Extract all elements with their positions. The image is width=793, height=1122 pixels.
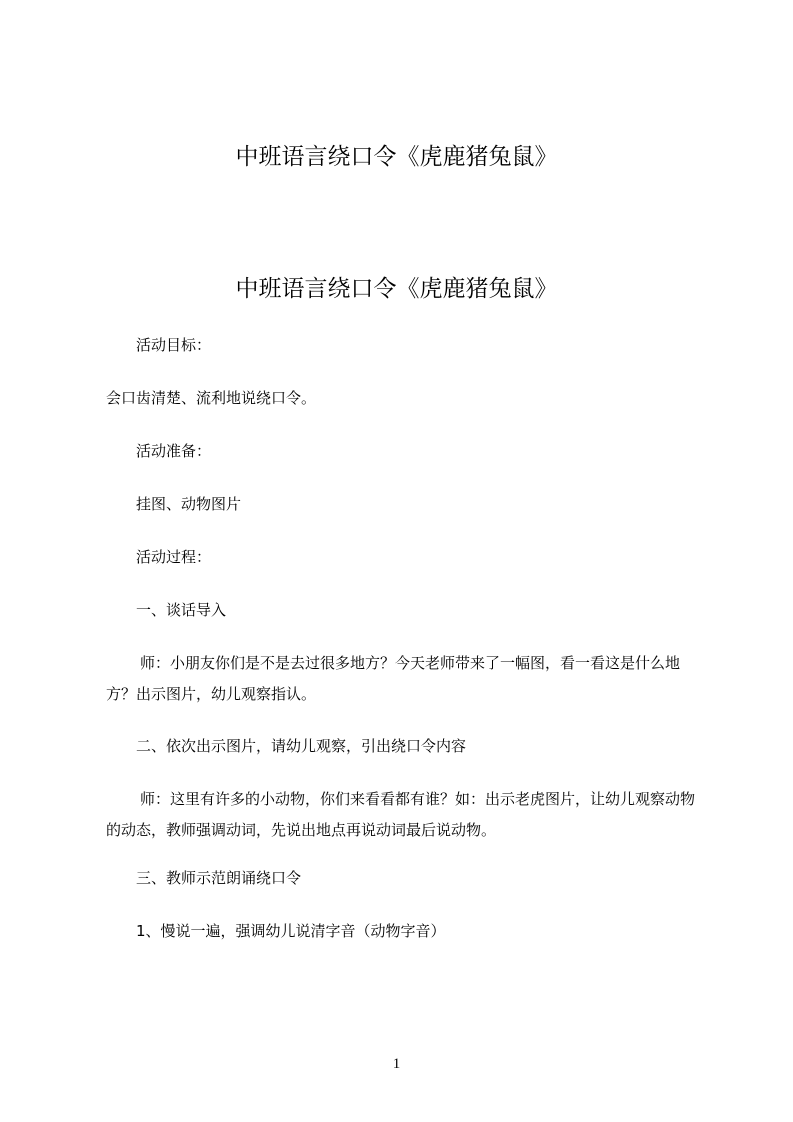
section-heading-process: 活动过程：: [136, 548, 212, 566]
paragraph-goals-text: 会口齿清楚、流利地说绕口令。: [106, 389, 317, 407]
page-number: 1: [392, 1056, 401, 1072]
section-heading-preparation: 活动准备：: [136, 442, 212, 460]
paragraph-step-1-dialogue: 师：小朋友你们是不是去过很多地方？今天老师带来了一幅图，看一看这是什么地方？出示图片，幼儿观察指认。: [106, 654, 681, 703]
step-heading-3: 三、教师示范朗诵绕口令: [136, 869, 302, 887]
paragraph-step-3-item-1: 1、慢说一遍，强调幼儿说清字音（动物字音）: [136, 922, 446, 940]
step-heading-2: 二、依次出示图片，请幼儿观察，引出绕口令内容: [136, 737, 467, 755]
paragraph-preparation-text: 挂图、动物图片: [136, 495, 242, 513]
document-header-title: 中班语言绕口令《虎鹿猪兔鼠》: [235, 144, 558, 170]
step-heading-1: 一、谈话导入: [136, 601, 227, 619]
section-heading-goals: 活动目标：: [136, 336, 212, 354]
paragraph-step-2-dialogue: 师：这里有许多的小动物，你们来看看都有谁？如：出示老虎图片，让幼儿观察动物的动态，教师强调动词，先说出地点再说动词最后说动物。: [106, 790, 696, 839]
document-main-title: 中班语言绕口令《虎鹿猪兔鼠》: [235, 276, 558, 302]
